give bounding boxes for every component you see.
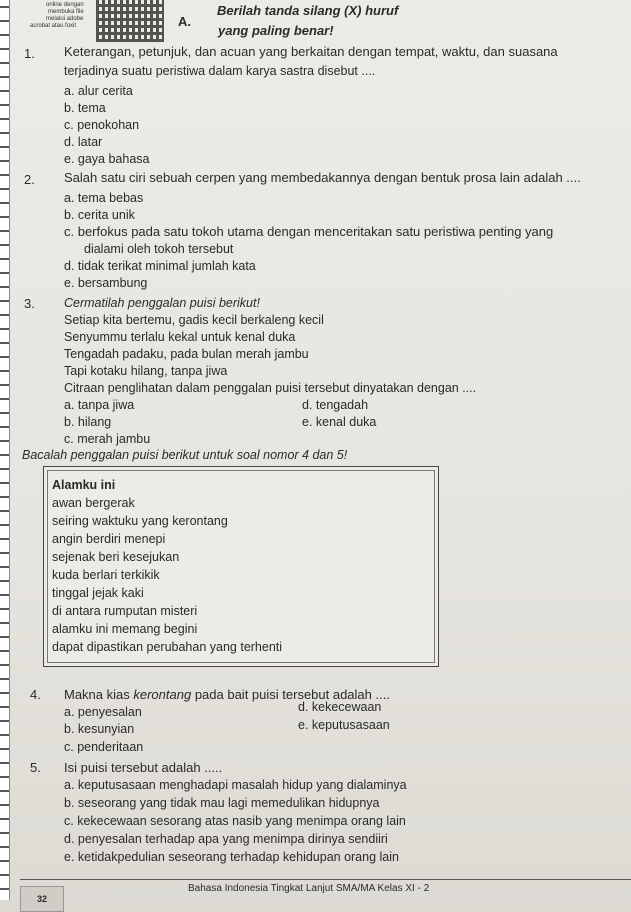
binding-spine [0,0,10,900]
poem-instruction: Bacalah penggalan puisi berikut untuk soal nomor 4 dan 5! [22,448,348,462]
instruction-line-2: yang paling benar! [218,23,334,38]
q5-option-e[interactable]: e. ketidakpedulian seseorang terhadap kehidupan orang lain [64,850,399,864]
q3-option-a[interactable]: a. tanpa jiwa [64,398,135,412]
qr-code-icon [96,0,164,42]
q4-text: Makna kias kerontang pada bait puisi tersebut adalah .... [64,687,390,702]
header-note-3: melalui adobe [46,16,84,22]
q2-option-d[interactable]: d. tidak terikat minimal jumlah kata [64,259,256,273]
instruction-line-1: Berilah tanda silang (X) huruf [217,3,399,18]
header-note-4: acrobat atau foxit [30,23,77,29]
q3-option-d[interactable]: d. tengadah [302,398,369,412]
q4-option-c[interactable]: c. penderitaan [64,740,144,754]
q3-poem-line-3: Tengadah padaku, pada bulan merah jambu [64,347,309,361]
poem-line-1: awan bergerak [52,496,135,510]
q3-option-e[interactable]: e. kenal duka [302,415,377,429]
q2-option-a[interactable]: a. tema bebas [64,191,144,205]
q2-option-b[interactable]: b. cerita unik [64,208,135,222]
poem-line-9: dapat dipastikan perubahan yang terhenti [52,640,283,654]
q2-option-c[interactable]: c. berfokus pada satu tokoh utama dengan menceritakan satu peristiwa penting yang [64,224,554,239]
q2-number: 2. [24,172,35,187]
q3-poem-line-1: Setiap kita bertemu, gadis kecil berkaleng kecil [64,313,324,327]
poem-title: Alamku ini [52,478,116,492]
poem-line-7: di antara rumputan misteri [52,604,198,618]
q1-text-1: Keterangan, petunjuk, dan acuan yang berkaitan dengan tempat, waktu, dan suasana [64,44,558,59]
q2-option-e[interactable]: e. bersambung [64,276,148,290]
q4-option-d[interactable]: d. kekecewaan [298,700,382,714]
poem-line-6: tinggal jejak kaki [52,586,144,600]
q4-option-a[interactable]: a. penyesalan [64,705,142,719]
q4-option-e[interactable]: e. keputusasaan [298,718,390,732]
header-note-1: online dengan [46,2,84,8]
q4-number: 4. [30,687,41,702]
section-label: A. [178,14,191,29]
q3-question: Citraan penglihatan dalam penggalan puisi tersebut dinyatakan dengan .... [64,381,477,395]
q2-option-c-cont: dialami oleh tokoh tersebut [84,242,234,256]
q3-text-1: Cermatilah penggalan puisi berikut! [64,296,260,310]
header-note-2: membuka file [48,9,84,15]
q4-option-b[interactable]: b. kesunyian [64,722,135,736]
footer-divider [20,879,631,880]
q5-option-a[interactable]: a. keputusasaan menghadapi masalah hidup yang dialaminya [64,778,407,792]
q1-option-c[interactable]: c. penokohan [64,118,140,132]
q1-option-e[interactable]: e. gaya bahasa [64,152,150,166]
poem-line-8: alamku ini memang begini [52,622,198,636]
q3-poem-line-4: Tapi kotaku hilang, tanpa jiwa [64,364,228,378]
page-number: 32 [20,886,64,912]
q3-poem-line-2: Senyummu terlalu kekal untuk kenal duka [64,330,296,344]
q5-option-d[interactable]: d. penyesalan terhadap apa yang menimpa dirinya sendiiri [64,832,388,846]
poem-line-2: seiring waktuku yang kerontang [52,514,228,528]
q5-option-b[interactable]: b. seseorang yang tidak mau lagi memedulikan hidupnya [64,796,380,810]
q5-number: 5. [30,760,41,775]
q3-number: 3. [24,296,35,311]
q1-option-a[interactable]: a. alur cerita [64,84,133,98]
q3-option-b[interactable]: b. hilang [64,415,112,429]
q3-option-c[interactable]: c. merah jambu [64,432,151,446]
q2-text-1: Salah satu ciri sebuah cerpen yang membedakannya dengan bentuk prosa lain adalah .... [64,170,581,185]
footer-book-title: Bahasa Indonesia Tingkat Lanjut SMA/MA Kelas XI - 2 [188,883,430,894]
q1-option-d[interactable]: d. latar [64,135,103,149]
poem-line-4: sejenak beri kesejukan [52,550,180,564]
poem-line-5: kuda berlari terkikik [52,568,160,582]
q5-text: Isi puisi tersebut adalah ..... [64,760,223,775]
q1-number: 1. [24,46,35,61]
q1-text-2: terjadinya suatu peristiwa dalam karya sastra disebut .... [64,64,376,78]
poem-line-3: angin berdiri menepi [52,532,166,546]
q5-option-c[interactable]: c. kekecewaan sesorang atas nasib yang menimpa orang lain [64,814,406,828]
q1-option-b[interactable]: b. tema [64,101,106,115]
